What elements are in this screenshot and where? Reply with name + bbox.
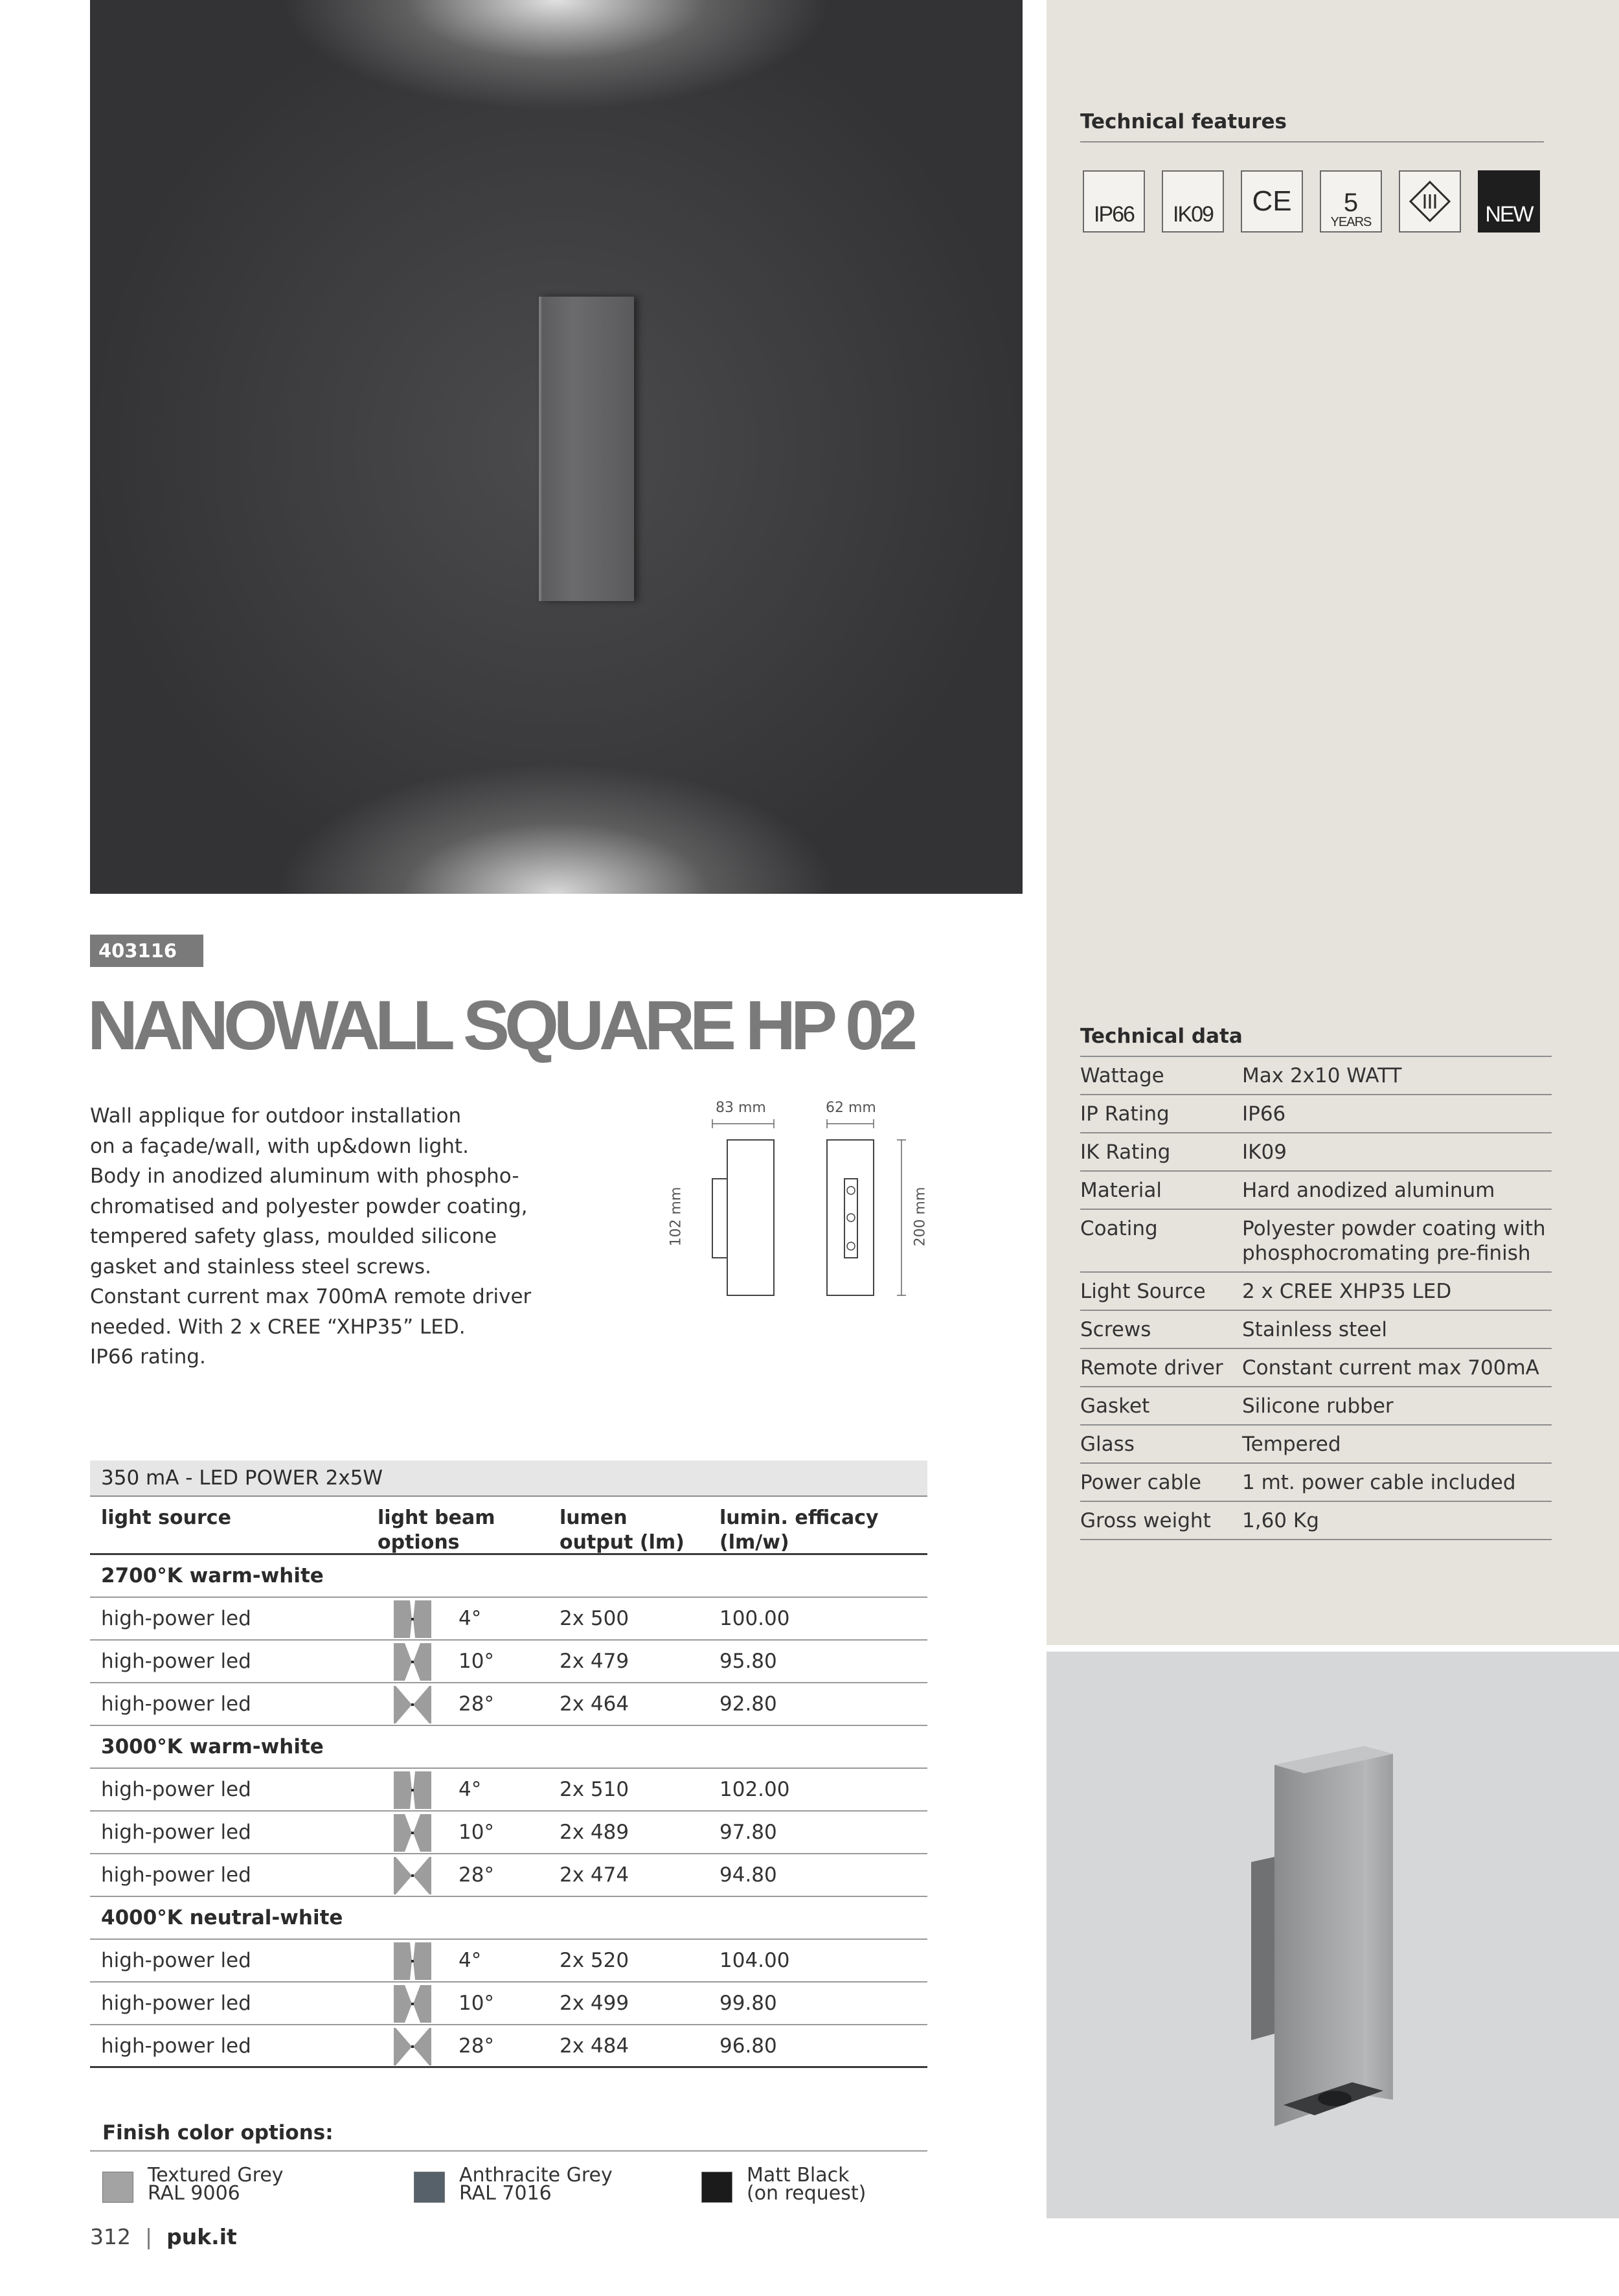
table-row <box>90 1641 927 1683</box>
lumen-cell: 2x 499 <box>560 1992 629 2015</box>
product-description <box>90 1101 569 1372</box>
beam-angle-icon <box>394 1857 431 1894</box>
spec-value: Max 2x10 WATT <box>1242 1064 1402 1087</box>
warranty-years-number: 5 <box>1343 188 1359 217</box>
beam-angle-icon <box>394 1942 431 1980</box>
description-line: on a façade/wall, with up&down light. <box>90 1134 469 1158</box>
beam-cell: 10° <box>459 1650 494 1673</box>
ce-mark-icon <box>1241 170 1303 233</box>
col-light-beam <box>378 1506 495 1555</box>
new-label: NEW <box>1485 202 1533 227</box>
spec-key: Gross weight <box>1080 1509 1211 1532</box>
finish-option-matt-black <box>701 2166 866 2203</box>
hero-photo <box>90 0 1023 894</box>
col-light-beam-line2: options <box>378 1531 460 1554</box>
efficacy-cell: 104.00 <box>719 1949 790 1972</box>
base-height-label: 102 mm <box>668 1187 685 1247</box>
efficacy-cell: 96.80 <box>719 2034 777 2058</box>
beam-angle-icon <box>394 1771 431 1809</box>
efficacy-cell: 100.00 <box>719 1607 790 1630</box>
divider <box>1080 141 1544 142</box>
col-lumen-line1: lumen <box>560 1506 628 1529</box>
spec-key: Remote driver <box>1080 1356 1223 1380</box>
spec-row <box>1080 1273 1552 1311</box>
beam-angle-icon <box>394 1985 431 2023</box>
light-source-cell: high-power led <box>101 1778 251 1801</box>
divider <box>90 2150 927 2152</box>
width-label: 83 mm <box>716 1100 766 1116</box>
description-line: chromatised and polyester powder coating, <box>90 1194 528 1218</box>
depth-label: 62 mm <box>826 1100 876 1116</box>
lumen-cell: 2x 500 <box>560 1607 629 1630</box>
beam-cell: 10° <box>459 1821 494 1844</box>
warranty-years-label: YEARS <box>1330 215 1372 229</box>
finish-code: (on request) <box>747 2182 866 2205</box>
color-temp-group <box>90 1555 927 1598</box>
light-source-cell: high-power led <box>101 1607 251 1630</box>
spec-key: Material <box>1080 1179 1162 1202</box>
lumen-cell: 2x 489 <box>560 1821 629 1844</box>
lumen-cell: 2x 510 <box>560 1778 629 1801</box>
beam-cell: 28° <box>459 1863 494 1887</box>
beam-cell: 28° <box>459 2034 494 2058</box>
spec-value: Silicone rubber <box>1242 1394 1394 1418</box>
description-line: tempered safety glass, moulded silicone <box>90 1225 497 1248</box>
spec-row <box>1080 1464 1552 1502</box>
technical-data-table <box>1080 1056 1552 1540</box>
table-row <box>90 1812 927 1854</box>
table-row <box>90 1769 927 1812</box>
lumen-table-body <box>90 1555 927 2068</box>
spec-row <box>1080 1311 1552 1349</box>
spec-key: IP Rating <box>1080 1102 1170 1126</box>
light-source-cell: high-power led <box>101 2034 251 2058</box>
spec-row <box>1080 1172 1552 1210</box>
spec-row <box>1080 1095 1552 1133</box>
finish-name: Anthracite Grey <box>459 2164 613 2187</box>
efficacy-cell: 97.80 <box>719 1821 777 1844</box>
beam-cell: 28° <box>459 1692 494 1716</box>
height-label: 200 mm <box>912 1187 929 1247</box>
lumen-table-columns <box>90 1497 927 1555</box>
finish-option-anthracite-grey <box>414 2166 613 2203</box>
light-source-cell: high-power led <box>101 1821 251 1844</box>
efficacy-cell: 102.00 <box>719 1778 790 1801</box>
finish-code: RAL 9006 <box>148 2182 240 2205</box>
lumen-cell: 2x 479 <box>560 1650 629 1673</box>
efficacy-cell: 94.80 <box>719 1863 777 1887</box>
group-label: 3000°K warm-white <box>101 1735 324 1758</box>
light-source-cell: high-power led <box>101 1992 251 2015</box>
spec-key: Coating <box>1080 1217 1158 1240</box>
spec-value: Stainless steel <box>1242 1318 1387 1341</box>
spec-value: 1,60 Kg <box>1242 1509 1319 1532</box>
spec-key: Light Source <box>1080 1280 1206 1303</box>
spec-row <box>1080 1210 1552 1273</box>
spec-key: Wattage <box>1080 1064 1164 1087</box>
spec-row <box>1080 1502 1552 1540</box>
finish-option-textured-grey <box>102 2166 284 2203</box>
beam-angle-icon <box>394 1814 431 1852</box>
description-line: IP66 rating. <box>90 1345 206 1369</box>
lumen-cell: 2x 484 <box>560 2034 629 2058</box>
efficacy-cell: 92.80 <box>719 1692 777 1716</box>
ce-label: CE <box>1252 185 1292 217</box>
table-row <box>90 1940 927 1983</box>
description-line: Wall applique for outdoor installation <box>90 1104 462 1128</box>
col-light-beam-line1: light beam <box>378 1506 495 1529</box>
light-source-cell: high-power led <box>101 1863 251 1887</box>
efficacy-cell: 99.80 <box>719 1992 777 2015</box>
page-footer <box>90 2224 237 2249</box>
footer-separator: | <box>145 2224 153 2249</box>
spec-value: Hard anodized aluminum <box>1242 1179 1495 1202</box>
lumen-cell: 2x 474 <box>560 1863 629 1887</box>
description-line: needed. With 2 x CREE “XHP35” LED. <box>90 1315 466 1339</box>
spec-key: Screws <box>1080 1318 1151 1341</box>
spec-key: Gasket <box>1080 1394 1150 1418</box>
spec-row <box>1080 1133 1552 1172</box>
finish-name: Textured Grey <box>148 2164 284 2187</box>
spec-value: Tempered <box>1242 1433 1341 1456</box>
light-source-cell: high-power led <box>101 1692 251 1716</box>
description-line: Body in anodized aluminum with phospho- <box>90 1165 519 1188</box>
finish-code: RAL 7016 <box>459 2182 552 2205</box>
color-swatch <box>102 2172 133 2203</box>
col-efficacy-line1: lumin. efficacy <box>719 1506 879 1529</box>
spec-row <box>1080 1387 1552 1426</box>
group-label: 4000°K neutral-white <box>101 1906 343 1929</box>
beam-cell: 4° <box>459 1607 482 1630</box>
ip66-badge <box>1083 170 1145 233</box>
table-row <box>90 1598 927 1641</box>
spec-value: IP66 <box>1242 1102 1286 1126</box>
beam-cell: 4° <box>459 1778 482 1801</box>
spec-row <box>1080 1426 1552 1464</box>
light-source-cell: high-power led <box>101 1650 251 1673</box>
efficacy-cell: 95.80 <box>719 1650 777 1673</box>
technical-features-title: Technical features <box>1080 110 1287 133</box>
spec-value: Constant current max 700mA <box>1242 1356 1539 1380</box>
spec-value: 1 mt. power cable included <box>1242 1471 1516 1494</box>
beam-cell: 4° <box>459 1949 482 1972</box>
beam-cell: 10° <box>459 1992 494 2015</box>
color-swatch <box>414 2172 445 2203</box>
beam-angle-icon <box>394 1643 431 1681</box>
spec-key: Glass <box>1080 1433 1135 1456</box>
product-render <box>1047 1652 1619 2218</box>
table-row <box>90 2025 927 2068</box>
finish-colors-title: Finish color options: <box>102 2121 334 2144</box>
dimension-drawing-lines <box>654 1095 929 1308</box>
spec-value: IK09 <box>1242 1141 1287 1164</box>
warranty-badge <box>1320 170 1382 233</box>
spec-row <box>1080 1349 1552 1387</box>
color-swatch <box>701 2172 732 2203</box>
col-lumen-output <box>560 1506 685 1555</box>
beam-angle-icon <box>394 1686 431 1723</box>
feature-badges <box>1083 170 1540 233</box>
ik09-badge <box>1162 170 1224 233</box>
wall-lamp-image <box>539 297 634 601</box>
table-row <box>90 1854 927 1897</box>
product-photo <box>1047 1652 1619 2218</box>
table-row <box>90 1683 927 1726</box>
spec-value: 2 x CREE XHP35 LED <box>1242 1280 1452 1303</box>
ip66-label: IP66 <box>1094 202 1134 227</box>
page-number: 312 <box>90 2224 131 2249</box>
beam-angle-icon <box>394 2028 431 2065</box>
ik09-label: IK09 <box>1173 202 1213 227</box>
lumen-cell: 2x 464 <box>560 1692 629 1716</box>
new-badge <box>1478 170 1540 233</box>
dimension-drawing <box>654 1095 929 1308</box>
beam-angle-icon <box>394 1600 431 1638</box>
spec-key: Power cable <box>1080 1471 1201 1494</box>
product-title: NANOWALL SQUARE HP 02 <box>87 986 913 1064</box>
light-source-cell: high-power led <box>101 1949 251 1972</box>
col-efficacy-line2: (lm/w) <box>719 1531 789 1554</box>
finish-name: Matt Black <box>747 2164 850 2187</box>
lumen-table-header: 350 mA - LED POWER 2x5W <box>90 1461 927 1497</box>
lumen-cell: 2x 520 <box>560 1949 629 1972</box>
description-line: gasket and stainless steel screws. <box>90 1255 431 1279</box>
color-temp-group <box>90 1897 927 1940</box>
color-temp-group <box>90 1726 927 1769</box>
col-lumen-line2: output (lm) <box>560 1531 685 1554</box>
spec-key: IK Rating <box>1080 1141 1171 1164</box>
spec-value: Polyester powder coating with phosphocromating pre-finish <box>1242 1217 1546 1265</box>
lumen-table <box>90 1461 927 2068</box>
col-light-source: light source <box>101 1506 231 1529</box>
product-code: 403116 <box>90 935 203 967</box>
col-efficacy <box>719 1506 879 1555</box>
group-label: 2700°K warm-white <box>101 1564 324 1587</box>
technical-data-title: Technical data <box>1080 1025 1243 1048</box>
class-iii-icon <box>1399 170 1461 233</box>
website-link[interactable]: puk.it <box>166 2224 237 2249</box>
description-line: Constant current max 700mA remote driver <box>90 1285 532 1308</box>
spec-row <box>1080 1057 1552 1095</box>
table-row <box>90 1983 927 2025</box>
